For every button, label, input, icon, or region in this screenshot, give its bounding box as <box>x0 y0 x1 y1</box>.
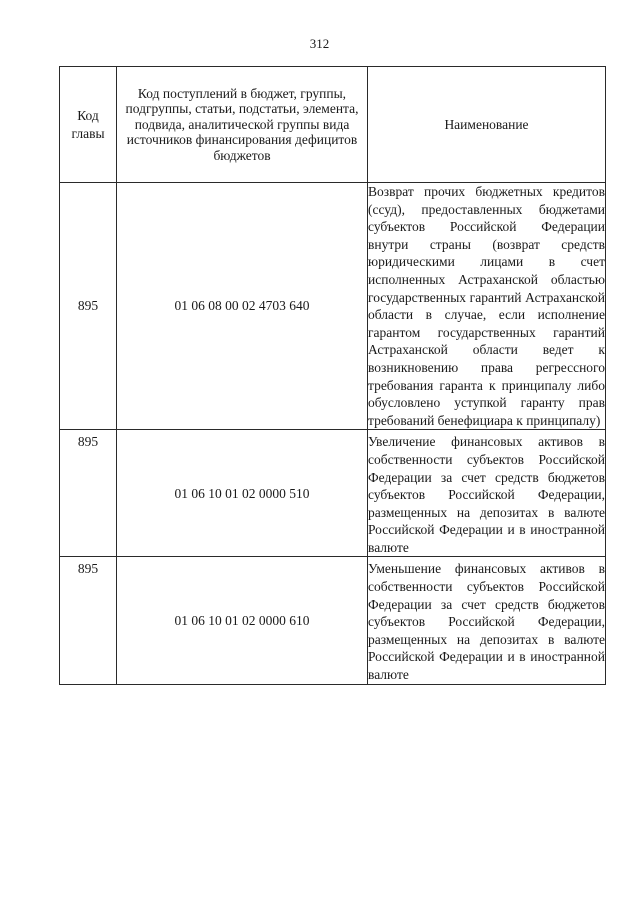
page-number: 312 <box>309 36 330 51</box>
table-row <box>60 557 606 684</box>
revenue-code-cell: 01 06 08 00 02 4703 640 <box>117 183 368 430</box>
name-cell: Увеличение финансовых активов в собственности субъектов Российской Федерации за счет средств бюджетов субъектов Российской Федерации, размещенных на депозитах в валюте Российской Федерации и в иностранной валюте <box>368 430 606 557</box>
name-cell: Возврат прочих бюджетных кредитов (ссуд), предоставленных бюджетами субъектов Российской Федерации внутри страны (возврат средств юридическими лицами в счет исполненных Астраханской областью государственных гарантий Астраханской области в случае, если исполнение гарантом государственных гарантий Астраханской области ведет к возникновению права регрессного требования гаранта к принципалу либо обусловлено уступкой гаранту прав требований бенефициара к принципалу) <box>368 183 606 430</box>
chapter-code-cell: 895 <box>60 183 117 430</box>
header-name: Наименование <box>368 67 606 183</box>
revenue-code-cell: 01 06 10 01 02 0000 610 <box>117 557 368 684</box>
chapter-code-cell: 895 <box>60 430 117 557</box>
revenue-code-cell: 01 06 10 01 02 0000 510 <box>117 430 368 557</box>
header-revenue-code: Код поступлений в бюджет, группы, подгруппы, статьи, подстатьи, элемента, подвида, аналитической группы вида источников финансирования дефицитов бюджетов <box>117 67 368 183</box>
name-cell: Уменьшение финансовых активов в собственности субъектов Российской Федерации за счет средств бюджетов субъектов Российской Федерации, размещенных на депозитах в валюте Российской Федерации и в иностранной валюте <box>368 557 606 684</box>
chapter-code-cell: 895 <box>60 557 117 684</box>
budget-classification-table <box>59 66 606 685</box>
table-header-row <box>60 67 606 183</box>
table-row <box>60 183 606 430</box>
header-chapter-code: Код главы <box>60 67 117 183</box>
table-row <box>60 430 606 557</box>
